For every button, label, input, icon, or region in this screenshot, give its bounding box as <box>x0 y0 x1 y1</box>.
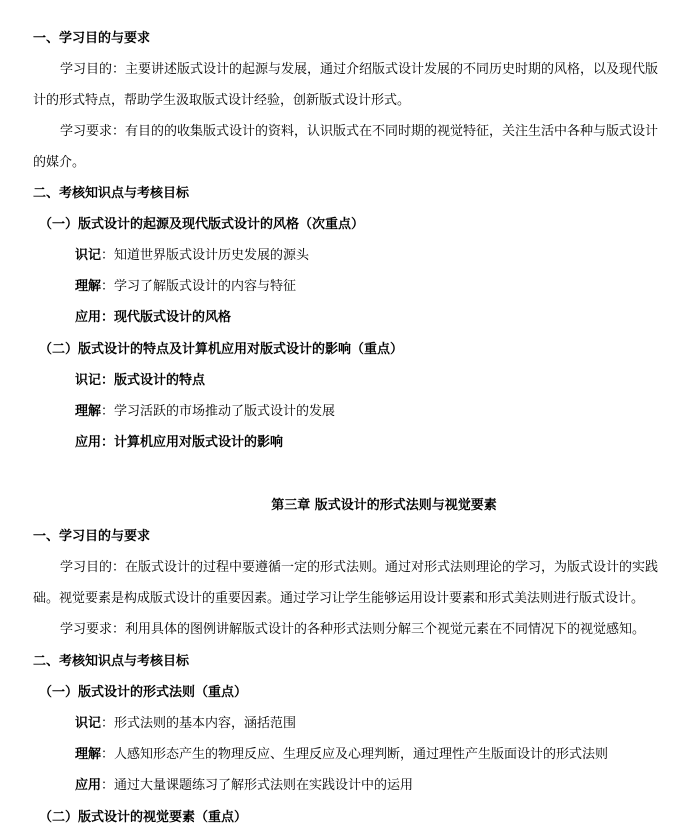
list-item <box>75 371 205 391</box>
item-text: 知道世界版式设计历史发展的源头 <box>114 248 310 263</box>
item-label: 理解 <box>75 279 102 294</box>
list-item <box>75 277 296 297</box>
item-label: 识记 <box>75 716 102 731</box>
section-heading-assessment: 二、考核知识点与考核目标 <box>33 186 190 201</box>
item-label: 理解 <box>75 747 102 762</box>
section-heading-study-purpose-2: 一、学习目的与要求 <box>33 529 151 544</box>
item-label: 应用 <box>75 310 102 325</box>
item-separator: ： <box>101 778 115 793</box>
item-text: 学习活跃的市场推动了版式设计的发展 <box>114 404 336 419</box>
list-item <box>75 745 608 765</box>
item-separator: ： <box>101 716 115 731</box>
item-separator: ： <box>101 373 115 388</box>
section-heading-study-purpose: 一、学习目的与要求 <box>33 31 151 46</box>
subsection-heading-features-computer: （二）版式设计的特点及计算机应用对版式设计的影响（重点） <box>39 342 404 357</box>
list-item <box>75 246 309 266</box>
item-label: 理解 <box>75 404 102 419</box>
subsection-heading-visual-elements: （二）版式设计的视觉要素（重点） <box>39 810 248 825</box>
list-item <box>75 433 283 453</box>
item-text: 形式法则的基本内容，涵括范围 <box>114 716 297 731</box>
paragraph-requirement-2: 学习要求：利用具体的图例讲解版式设计的各种形式法则分解三个视觉元素在不同情况下的视觉感知。 <box>60 622 646 637</box>
chapter-title-text: 第三章 版式设计的形式法则与视觉要素 <box>271 498 497 513</box>
paragraph-purpose-2-line2: 础。视觉要素是构成版式设计的重要因素。通过学习让学生能够运用设计要素和形式美法则进行版式设计。 <box>33 591 645 606</box>
section-heading-assessment-2: 二、考核知识点与考核目标 <box>33 654 190 669</box>
item-separator: ： <box>101 747 115 762</box>
paragraph-purpose-2-line1: 学习目的：在版式设计的过程中要遵循一定的形式法则。通过对形式法则理论的学习，为版式设计的实践 <box>60 560 659 575</box>
paragraph-requirement-line1: 学习要求：有目的的收集版式设计的资料，认识版式在不同时期的视觉特征，关注生活中各种与版式设计 <box>60 124 659 139</box>
item-text: 计算机应用对版式设计的影响 <box>114 435 284 450</box>
list-item <box>75 776 413 796</box>
item-label: 识记 <box>75 248 102 263</box>
chapter-title <box>0 496 700 516</box>
item-label: 应用 <box>75 778 102 793</box>
item-text: 现代版式设计的风格 <box>114 310 232 325</box>
item-separator: ： <box>101 435 115 450</box>
item-text: 版式设计的特点 <box>114 373 206 388</box>
paragraph-requirement-line2: 的媒介。 <box>33 155 86 170</box>
list-item <box>75 308 231 328</box>
item-text: 通过大量课题练习了解形式法则在实践设计中的运用 <box>114 778 414 793</box>
paragraph-purpose-line2: 计的形式特点，帮助学生汲取版式设计经验，创新版式设计形式。 <box>33 93 411 108</box>
paragraph-purpose-line1: 学习目的：主要讲述版式设计的起源与发展，通过介绍版式设计发展的不同历史时期的风格，以及现代版 <box>60 62 659 77</box>
list-item <box>75 402 335 422</box>
item-separator: ： <box>101 248 115 263</box>
list-item <box>75 714 296 734</box>
item-separator: ： <box>101 404 115 419</box>
item-text: 人感知形态产生的物理反应、生理反应及心理判断，通过理性产生版面设计的形式法则 <box>114 747 609 762</box>
item-label: 识记 <box>75 373 102 388</box>
subsection-heading-origin-style: （一）版式设计的起源及现代版式设计的风格（次重点） <box>39 217 365 232</box>
item-separator: ： <box>101 310 115 325</box>
subsection-heading-form-rules: （一）版式设计的形式法则（重点） <box>39 685 248 700</box>
item-label: 应用 <box>75 435 102 450</box>
item-text: 学习了解版式设计的内容与特征 <box>114 279 297 294</box>
item-separator: ： <box>101 279 115 294</box>
